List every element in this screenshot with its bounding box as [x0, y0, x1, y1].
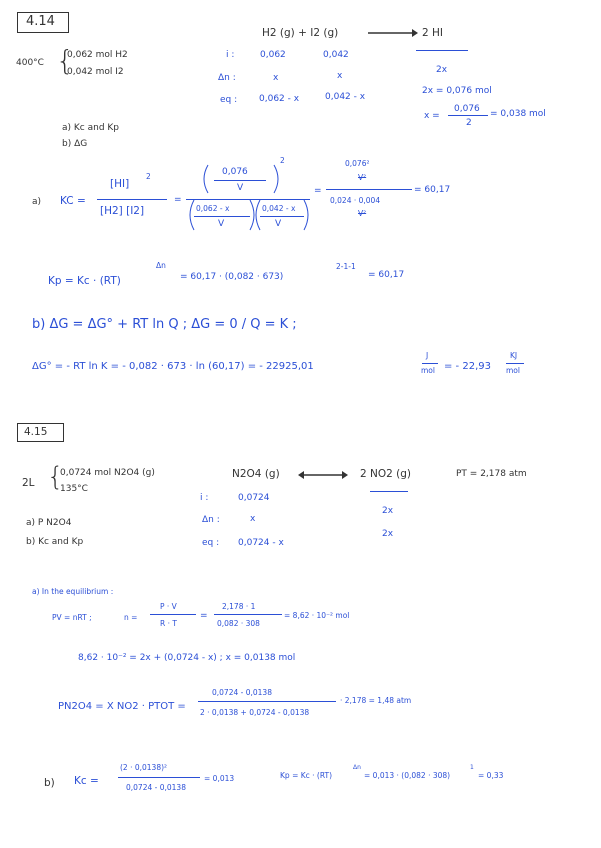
unit-num: J	[426, 351, 429, 360]
part-b-line: b) ΔG = ΔG° + RT ln Q ; ΔG = 0 / Q = K ;	[32, 317, 297, 332]
part-b-label: b)	[44, 777, 55, 789]
frac-den2-strike: V²	[358, 209, 367, 218]
frac-076: 0,076	[222, 167, 248, 177]
reaction-product: 2 HI	[422, 27, 444, 39]
brace: {	[56, 44, 74, 77]
calc-x-den: 2	[466, 118, 472, 128]
ice-i-val: 0,0724	[238, 493, 270, 503]
sum-line: 8,62 · 10⁻² = 2x + (0,0724 - x) ; x = 0,0138 mol	[78, 653, 296, 663]
frac-den2: 0,024 · 0,004	[330, 196, 381, 205]
initial-temp: 135°C	[60, 484, 88, 494]
kc-result: = 60,17	[414, 185, 451, 195]
double-arrow-icon	[298, 471, 348, 479]
ice-dn-val: x	[250, 514, 256, 524]
n-result: = 8,62 · 10⁻² mol	[284, 611, 350, 620]
kp-exp2: 2-1-1	[336, 262, 356, 271]
partial-pressure-lhs: PN2O4 = X NO2 · PTOT =	[58, 701, 186, 712]
kp2-result: = 0,33	[478, 771, 504, 780]
fraction-bar	[448, 115, 488, 116]
ice-row-dn: Δn :	[218, 73, 236, 83]
calc-x-num: 0,076	[454, 104, 480, 114]
fraction-bar	[150, 614, 196, 615]
ice-eq-h2: 0,062 - x	[259, 94, 300, 104]
initial-h2: 0,062 mol H2	[67, 50, 128, 60]
frac-h2: 0,062 - x	[196, 204, 230, 213]
calc-x-pre: x =	[424, 111, 440, 121]
reaction-reactants: H2 (g) + I2 (g)	[262, 27, 339, 39]
kc-numerator: [HI]	[110, 178, 130, 190]
volume: 2L	[22, 477, 35, 489]
kp2-exp2: 1	[470, 764, 474, 771]
pv-nrt: PV = nRT ;	[52, 613, 92, 622]
kc-lhs: KC =	[60, 195, 86, 207]
kc2-result: = 0,013	[204, 774, 235, 783]
fraction-bar	[118, 777, 200, 778]
ice-dn-h2: x	[273, 73, 279, 83]
question-b: b) ΔG	[62, 139, 88, 149]
product-underline	[370, 491, 408, 492]
n-eq: n =	[124, 613, 138, 622]
kp2-line: Kp = Kc · (RT)	[280, 771, 333, 780]
fraction-bar	[260, 216, 304, 217]
ice-row-i: i :	[226, 50, 235, 60]
fraction-bar	[198, 701, 336, 702]
frac-num2: 0,076²	[345, 159, 370, 168]
frac-v: V	[218, 219, 225, 229]
kp-exp: Δn	[156, 261, 166, 270]
ice-eq-i2: 0,042 - x	[325, 92, 366, 102]
reaction-reactant: N2O4 (g)	[232, 468, 280, 480]
question-b: b) Kc and Kp	[26, 537, 84, 547]
product-2x: 2x	[436, 65, 448, 75]
n-num2: 2,178 · 1	[222, 602, 256, 611]
ice-row-i: i :	[200, 493, 209, 503]
ice-dn-i2: x	[337, 71, 343, 81]
problem-label: 4.14	[26, 14, 55, 29]
kp2-exp: Δn	[353, 764, 361, 771]
product-underline	[416, 50, 468, 51]
unit-den: mol	[421, 366, 435, 375]
frac-exp: 2	[280, 156, 285, 165]
equals-sign: =	[314, 186, 322, 196]
kc2-lhs: Kc =	[74, 775, 99, 787]
ice-eq-val: 0,0724 - x	[238, 538, 284, 548]
frac-i2: 0,042 - x	[262, 204, 296, 213]
kp-result: = 60,17	[368, 270, 405, 280]
kp2-mid: = 0,013 · (0,082 · 308)	[364, 771, 451, 780]
p-result: · 2,178 = 1,48 atm	[340, 696, 412, 705]
delta-g-kj: = - 22,93	[444, 361, 491, 372]
fraction-bar	[194, 216, 250, 217]
ice-row-eq: eq :	[202, 538, 220, 548]
ice-i-h2: 0,062	[260, 50, 286, 60]
kc2-den: 0,0724 - 0,0138	[126, 783, 186, 792]
brace: {	[47, 462, 64, 492]
unit2-den: mol	[506, 366, 520, 375]
kc-numerator-exp: 2	[146, 172, 151, 181]
arrow-right-icon	[368, 29, 418, 37]
calc-2x: 2x = 0,076 mol	[422, 86, 492, 96]
n-den: R · T	[160, 619, 177, 628]
part-a-label: a)	[32, 197, 42, 207]
fraction-bar	[506, 363, 524, 364]
ice-row-eq: eq :	[220, 95, 238, 105]
ice-eq-prod: 2x	[382, 529, 394, 539]
p-num: 0,0724 - 0,0138	[212, 688, 272, 697]
question-a: a) Kc and Kp	[62, 123, 120, 133]
frac-v: V	[275, 219, 282, 229]
question-a: a) P N2O4	[26, 518, 72, 528]
p-den: 2 · 0,0138 + 0,0724 - 0,0138	[200, 708, 310, 717]
delta-g-line: ΔG° = - RT ln K = - 0,082 · 673 · ln (60,17) = - 22925,01	[32, 361, 314, 372]
fraction-bar	[422, 363, 438, 364]
unit2-num: KJ	[510, 351, 518, 360]
equals-sign: =	[174, 195, 182, 205]
frac-v: V	[237, 183, 244, 193]
fraction-bar	[326, 189, 412, 190]
kc2-num: (2 · 0,0138)²	[120, 763, 168, 772]
initial-i2: 0,042 mol I2	[67, 67, 124, 77]
ice-row-dn: Δn :	[202, 515, 220, 525]
frac-num2-strike: V²	[358, 173, 367, 182]
kp-line: Kp = Kc · (RT)	[48, 275, 121, 287]
kp-mid: = 60,17 · (0,082 · 673)	[180, 272, 284, 282]
ice-dn-prod: 2x	[382, 506, 394, 516]
kc-denominator: [H2] [I2]	[100, 205, 145, 217]
fraction-bar	[214, 180, 266, 181]
fraction-bar	[97, 199, 167, 200]
initial-n2o4: 0,0724 mol N2O4 (g)	[60, 468, 155, 478]
fraction-bar	[214, 614, 282, 615]
total-pressure: PT = 2,178 atm	[456, 469, 527, 479]
reaction-product: 2 NO2 (g)	[360, 468, 412, 480]
ice-i-i2: 0,042	[323, 50, 349, 60]
equilibrium-title: a) In the equilibrium :	[32, 587, 114, 596]
temperature: 400°C	[16, 58, 44, 68]
n-den2: 0,082 · 308	[217, 619, 260, 628]
problem-label: 4.15	[24, 426, 48, 438]
equals-sign: =	[200, 611, 208, 621]
n-num: P · V	[160, 602, 177, 611]
calc-x-result: = 0,038 mol	[490, 109, 546, 119]
